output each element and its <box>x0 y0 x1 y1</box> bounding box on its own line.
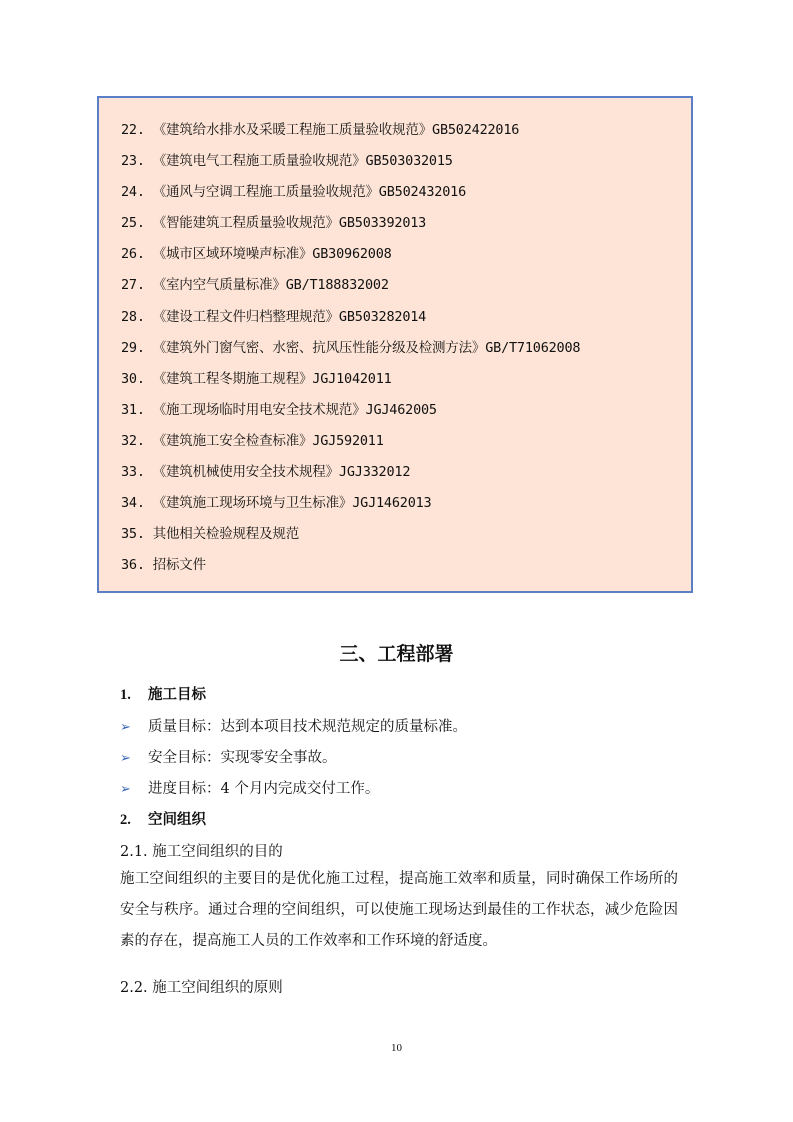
paragraph-purpose: 施工空间组织的主要目的是优化施工过程，提高施工效率和质量，同时确保工作场所的安全与秩序。通过合理的空间组织，可以使施工现场达到最佳的工作状态，减少危险因素的存在，提高施工人员的工作效率和工作环境的舒适度。 <box>120 871 678 949</box>
list-item: 25. 《智能建筑工程质量验收规范》GB503392013 <box>121 215 427 232</box>
list-item: 28. 《建设工程文件归档整理规范》GB503282014 <box>121 308 427 325</box>
list-item: 36. 招标文件 <box>121 557 206 574</box>
subsection-2-1: 2.1. 施工空间组织的目的 <box>120 844 283 860</box>
list-item: 24. 《通风与空调工程施工质量验收规范》GB502432016 <box>121 184 467 201</box>
subsection-2-2: 2.2. 施工空间组织的原则 <box>120 980 283 996</box>
heading-number: 2. <box>120 812 131 828</box>
list-item: 32. 《建筑施工安全检查标准》JGJ592011 <box>121 432 384 449</box>
list-item: 23. 《建筑电气工程施工质量验收规范》GB503032015 <box>121 153 453 170</box>
list-item: 31. 《施工现场临时用电安全技术规范》JGJ462005 <box>121 401 437 418</box>
bullet-text: 质量目标：达到本项目技术规范规定的质量标准。 <box>148 719 467 735</box>
list-item: 30. 《建筑工程冬期施工规程》JGJ1042011 <box>121 370 392 387</box>
list-item: 22. 《建筑给水排水及采暖工程施工质量验收规范》GB502422016 <box>121 122 520 138</box>
heading-number: 1. <box>120 687 131 703</box>
arrow-bullet-icon: ➢ <box>120 782 131 797</box>
arrow-bullet-icon: ➢ <box>120 720 131 735</box>
heading-text: 施工目标 <box>148 687 206 703</box>
list-item: 27. 《室内空气质量标准》GB/T188832002 <box>121 277 389 294</box>
list-item: 29. 《建筑外门窗气密、水密、抗风压性能分级及检测方法》GB/T71062008 <box>121 339 581 356</box>
arrow-bullet-icon: ➢ <box>120 751 131 766</box>
list-item: 33. 《建筑机械使用安全技术规程》JGJ332012 <box>121 464 411 481</box>
bullet-text: 安全目标：实现零安全事故。 <box>148 750 337 766</box>
goal-quality <box>120 715 467 736</box>
space-heading <box>120 808 206 829</box>
heading-text: 空间组织 <box>148 812 206 828</box>
section-title: 三、工程部署 <box>339 643 454 665</box>
page-number: 10 <box>391 1042 402 1054</box>
goal-schedule <box>120 777 379 798</box>
goals-heading <box>120 683 206 704</box>
bullet-text: 进度目标：4 个月内完成交付工作。 <box>148 781 380 797</box>
list-item: 35. 其他相关检验规程及规范 <box>121 526 300 543</box>
list-item: 34. 《建筑施工现场环境与卫生标准》JGJ1462013 <box>121 495 432 512</box>
standards-list <box>121 115 580 581</box>
standards-list-box <box>97 96 693 593</box>
goal-safety <box>120 746 337 767</box>
list-item: 26. 《城市区域环境噪声标准》GB30962008 <box>121 246 392 263</box>
